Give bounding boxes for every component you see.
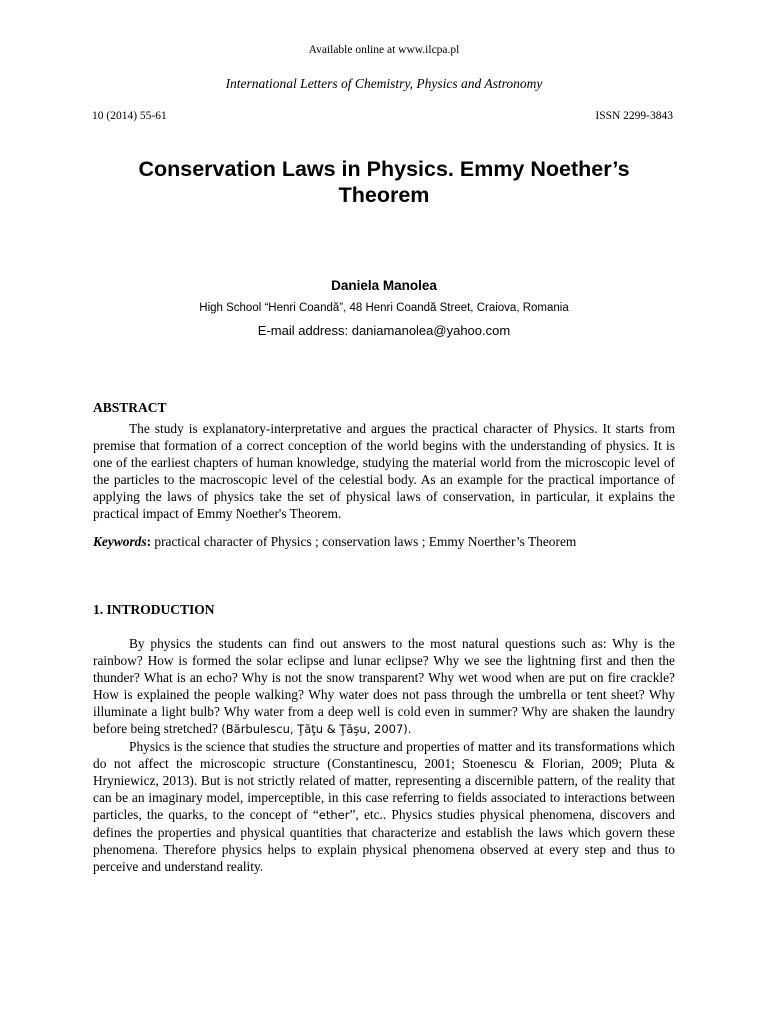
abstract-body	[93, 420, 675, 522]
paper-title: Conservation Laws in Physics. Emmy Noether’s Theorem	[138, 157, 630, 207]
keywords-label: Keywords	[93, 534, 147, 549]
keywords-line	[93, 534, 675, 550]
volume-pages: 10 (2014) 55-61	[92, 110, 167, 122]
introduction-heading: 1. INTRODUCTION	[93, 602, 215, 617]
author-email: E-mail address: daniamanolea@yahoo.com	[257, 323, 511, 338]
author-name: Daniela Manolea	[331, 278, 437, 293]
available-online-line: Available online at www.ilcpa.pl	[308, 44, 460, 56]
keywords-text: practical character of Physics ; conservation laws ; Emmy Noerther’s Theorem	[151, 534, 577, 549]
keywords-colon: :	[146, 534, 152, 549]
introduction-paragraph-2	[93, 738, 675, 875]
abstract-heading: ABSTRACT	[93, 400, 167, 415]
ether-term: ether	[318, 808, 350, 822]
introduction-paragraph-2-text-b: ”, etc.. Physics studies physical phenomena, discovers and defines the properties and physical quantities that characterize and establish the laws which govern these phenomena. Therefore physics helps to explain physical phenomena observed at every step and thus to perceive and understand reality.	[93, 807, 675, 874]
introduction-paragraph-1-text: By physics the students can find out answers to the most natural questions such as: Why is the rainbow? How is formed the solar eclipse and lunar eclipse? Why we see the lightning first and then the thunder? What is an echo? Why is not the snow transparent? Why wet wood when are put on fire crackle? How is explained the people walking? Why water does not pass through the umbrella or tent sheet? Why illuminate a light bulb? Why water from a deep well is cold even in summer? Why are shaken the laundry before being stretched?	[93, 636, 675, 736]
issn: ISSN 2299-3843	[595, 110, 673, 122]
introduction-body	[93, 635, 675, 875]
introduction-paragraph-1	[93, 635, 675, 738]
introduction-citation: (Bărbulescu, Ţăţu & Ţăşu, 2007).	[221, 722, 412, 736]
author-affiliation: High School “Henri Coandă”, 48 Henri Coandă Street, Craiova, Romania	[199, 302, 569, 314]
journal-name: International Letters of Chemistry, Physics and Astronomy	[225, 76, 543, 91]
abstract-paragraph: The study is explanatory-interpretative and argues the practical character of Physics. It starts from premise that formation of a correct conception of the world begins with the understanding of physics. It is one of the earliest chapters of human knowledge, studying the material world from the microscopic level of the particles to the macroscopic level of the celestial body. As an example for the practical importance of applying the laws of physics take the set of physical laws of conservation, in particular, it explains the practical impact of Emmy Noether's Theorem.	[93, 421, 675, 521]
introduction-paragraph-2-text-a: Physics is the science that studies the structure and properties of matter and its transformations which do not affect the microscopic structure (Constantinescu, 2001; Stoenescu & Florian, 2009; Pluta & Hryniewicz, 2013). But is not strictly related of matter, representing a discernible pattern, of the reality that can be an imaginary model, imperceptible, in this case referring to fields associated to interactions between particles, the quarks, to the concept of “	[93, 739, 675, 822]
